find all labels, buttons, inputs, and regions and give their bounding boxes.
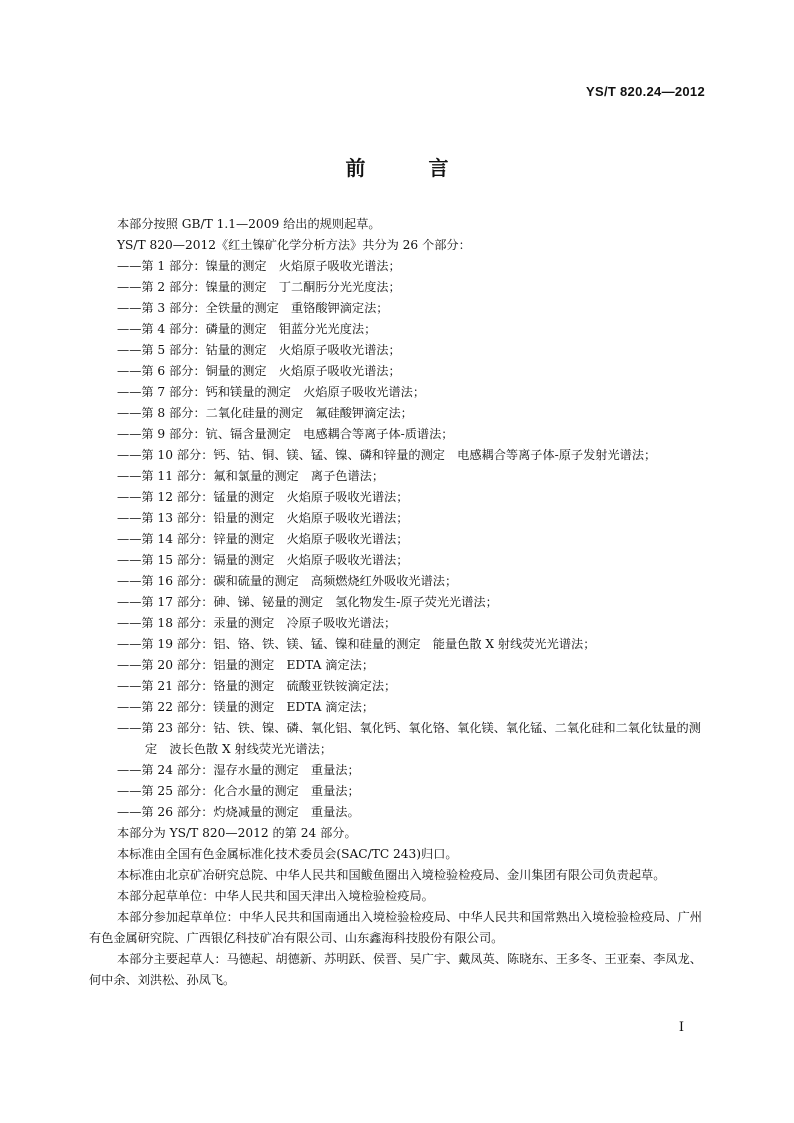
intro-paragraph: YS/T 820—2012《红土镍矿化学分析方法》共分为 26 个部分： (117, 238, 471, 252)
list-item: ——第 6 部分：铜量的测定 火焰原子吸收光谱法； (117, 364, 401, 378)
list-item: ——第 17 部分：砷、锑、铋量的测定 氢化物发生-原子荧光光谱法； (117, 595, 498, 609)
closing-paragraph: 本部分起草单位：中华人民共和国天津出入境检验检疫局。 (117, 889, 434, 903)
list-item: ——第 16 部分：碳和硫量的测定 高频燃烧红外吸收光谱法； (117, 574, 458, 588)
list-item: ——第 3 部分：全铁量的测定 重铬酸钾滴定法； (117, 301, 389, 315)
list-item: ——第 20 部分：铝量的测定 EDTA 滴定法； (117, 658, 375, 672)
list-item: ——第 26 部分：灼烧减量的测定 重量法。 (117, 805, 360, 819)
list-item: ——第 18 部分：汞量的测定 冷原子吸收光谱法； (117, 616, 397, 630)
closing-paragraph: 本部分参加起草单位：中华人民共和国南通出入境检验检疫局、中华人民共和国常熟出入境检验检疫局、广州有色金属研究院、广西银亿科技矿冶有限公司、山东鑫海科技股份有限公司。 (89, 910, 702, 945)
list-item: ——第 13 部分：铅量的测定 火焰原子吸收光谱法； (117, 511, 409, 525)
list-item: ——第 12 部分：锰量的测定 火焰原子吸收光谱法； (117, 490, 409, 504)
list-item: ——第 8 部分：二氧化硅量的测定 氟硅酸钾滴定法； (117, 406, 413, 420)
page-number: I (678, 1020, 684, 1035)
list-item: ——第 15 部分：镉量的测定 火焰原子吸收光谱法； (117, 553, 409, 567)
list-item: ——第 21 部分：铬量的测定 硫酸亚铁铵滴定法； (117, 679, 397, 693)
standard-code: YS/T 820.24—2012 (586, 84, 705, 99)
list-item: ——第 10 部分：钙、钴、铜、镁、锰、镍、磷和锌量的测定 电感耦合等离子体-原子发射光谱法； (117, 448, 657, 462)
closing-paragraph: 本标准由北京矿冶研究总院、中华人民共和国鲅鱼圈出入境检验检疫局、金川集团有限公司负责起草。 (117, 868, 666, 882)
list-item: ——第 19 部分：铝、铬、铁、镁、锰、镍和硅量的测定 能量色散 X 射线荧光光谱法； (117, 637, 596, 651)
closing-paragraph: 本部分主要起草人：马德起、胡德新、苏明跃、侯晋、吴广宇、戴凤英、陈晓东、王多冬、王亚秦、李凤龙、何中余、刘洪松、孙凤飞。 (89, 952, 702, 987)
list-item: ——第 7 部分：钙和镁量的测定 火焰原子吸收光谱法； (117, 385, 426, 399)
intro-paragraph: 本部分按照 GB/T 1.1—2009 给出的规则起草。 (117, 217, 381, 231)
list-item: ——第 22 部分：镁量的测定 EDTA 滴定法； (117, 700, 375, 714)
list-item: ——第 23 部分：钴、铁、镍、磷、氧化铝、氧化钙、氧化铬、氧化镁、氧化锰、二氧化硅和二氧化钛量的测定 波长色散 X 射线荧光光谱法； (117, 721, 701, 756)
list-item: ——第 2 部分：镍量的测定 丁二酮肟分光光度法； (117, 280, 401, 294)
list-item: ——第 5 部分：钴量的测定 火焰原子吸收光谱法； (117, 343, 401, 357)
list-item: ——第 4 部分：磷量的测定 钼蓝分光光度法； (117, 322, 377, 336)
closing-paragraph: 本标准由全国有色金属标准化技术委员会(SAC/TC 243)归口。 (117, 847, 458, 861)
list-item: ——第 9 部分：钪、镉含量测定 电感耦合等离子体-质谱法； (117, 427, 454, 441)
parts-list (89, 256, 706, 823)
list-item: ——第 14 部分：锌量的测定 火焰原子吸收光谱法； (117, 532, 409, 546)
list-item: ——第 11 部分：氟和氯量的测定 离子色谱法； (117, 469, 385, 483)
page-title: 前 言 (345, 156, 477, 180)
list-item: ——第 24 部分：湿存水量的测定 重量法； (117, 763, 360, 777)
list-item: ——第 25 部分：化合水量的测定 重量法； (117, 784, 360, 798)
closing-paragraph: 本部分为 YS/T 820—2012 的第 24 部分。 (117, 826, 357, 840)
document-body (89, 214, 706, 991)
list-item: ——第 1 部分：镍量的测定 火焰原子吸收光谱法； (117, 259, 401, 273)
